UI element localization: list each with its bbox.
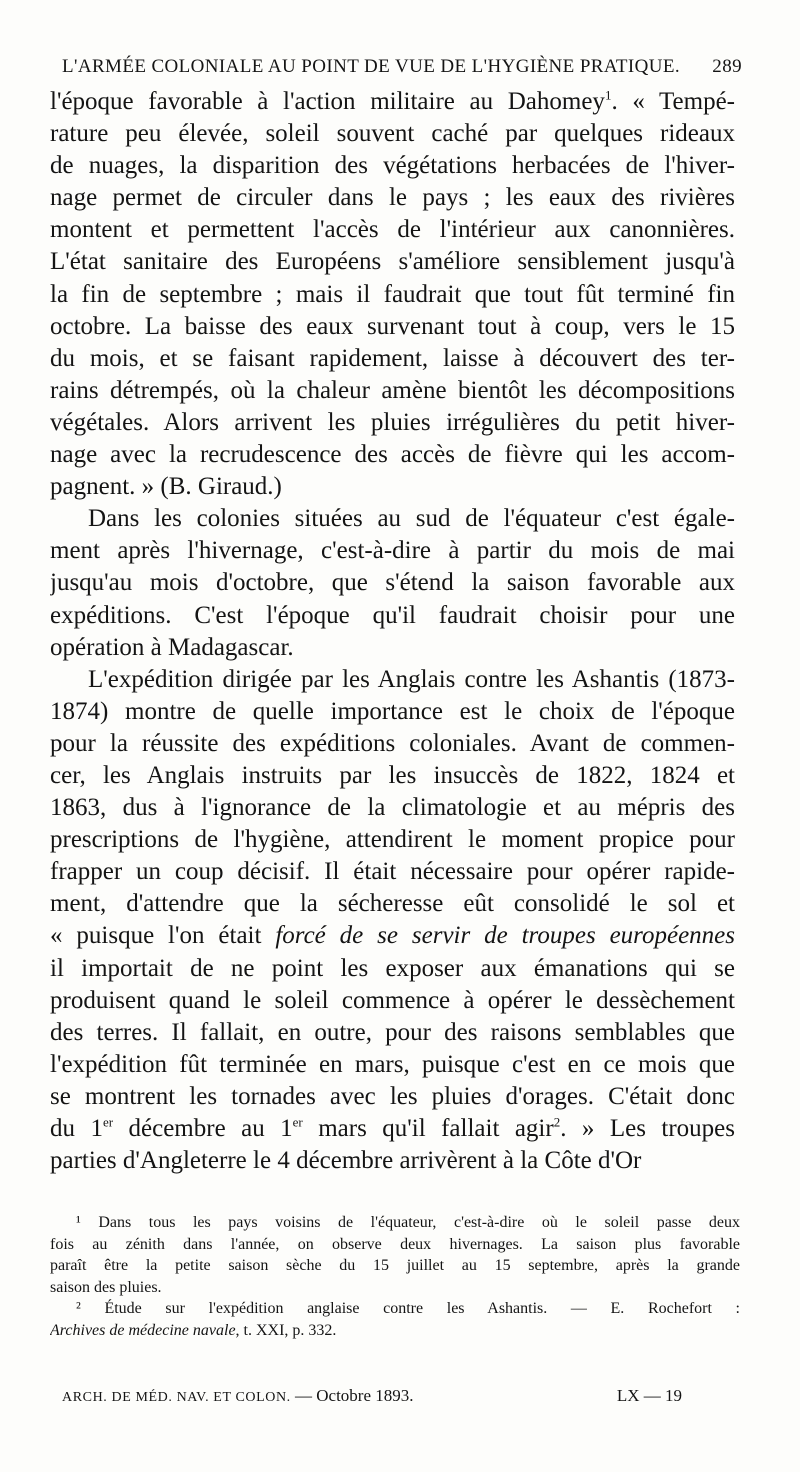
text-line: la fin de septembre ; mais il faudrait que tout fût terminé fin	[50, 280, 735, 308]
text-line: expéditions. C'est l'époque qu'il faudrait choisir pour une	[50, 601, 735, 629]
footnote-marker: ¹	[76, 1214, 81, 1231]
footer-journal: ARCH. DE MÉD. NAV. ET COLON. — Octobre 1893.	[62, 1386, 414, 1405]
text-line: « puisque l'on était forcé de se servir de troupes européennes	[50, 922, 735, 950]
footnote-line: fois au zénith dans l'année, on observe deux hivernages. La saison plus favorable	[50, 1235, 740, 1253]
text-line: octobre. La baisse des eaux survenant tout à coup, vers le 15	[50, 312, 735, 340]
text-line: 1874) montre de quelle importance est le choix de l'époque	[50, 697, 735, 725]
text-line: ment, d'attendre que la sécheresse eût consolidé le sol et	[50, 890, 735, 918]
text-line: Dans les colonies situées au sud de l'équateur c'est égale-	[88, 505, 735, 533]
text-line: montent et permettent l'accès de l'intérieur aux canonnières.	[50, 216, 735, 244]
text-line: 1863, dus à l'ignorance de la climatologie et au mépris des	[50, 794, 735, 822]
text-line: L'état sanitaire des Européens s'améliore sensiblement jusqu'à	[50, 248, 735, 276]
footnote-line: paraît être la petite saison sèche du 15 juillet au 15 septembre, après la grande	[50, 1257, 740, 1274]
body-text	[50, 86, 735, 1177]
text-line: se montrent les tornades avec les pluies d'orages. C'était donc	[50, 1082, 735, 1110]
text-line: du 1er décembre au 1er mars qu'il fallait agir$^2$. » Les troupes	[50, 1114, 735, 1142]
text-line: de nuages, la disparition des végétations herbacées de l'hiver-	[50, 152, 735, 180]
footnote-line: saison des pluies.	[50, 1278, 162, 1296]
footnote-ref: 1	[604, 87, 612, 103]
emphasis-text: forcé de se servir de troupes européennes	[275, 922, 735, 950]
text-line: prescriptions de l'hygiène, attendirent le moment propice pour	[50, 826, 735, 854]
text-line: produisent quand le soleil commence à opérer le dessèchement	[50, 986, 735, 1014]
text-line: pour la réussite des expéditions coloniales. Avant de commen-	[50, 729, 735, 757]
text-line: végétales. Alors arrivent les pluies irrégulières du petit hiver-	[50, 408, 735, 436]
footer-signature: LX — 19	[616, 1386, 682, 1405]
text-line: frapper un coup décisif. Il était nécessaire pour opérer rapide-	[50, 858, 735, 886]
footnote-line: ² Étude sur l'expédition anglaise contre les Ashantis. — E. Rochefort :	[76, 1300, 740, 1317]
footnotes	[50, 1212, 740, 1341]
text-line: pagnent. » (B. Giraud.)	[50, 473, 282, 501]
text-line: jusqu'au mois d'octobre, que s'étend la saison favorable aux	[50, 569, 735, 597]
running-header	[62, 56, 742, 78]
text-line: rains détrempés, où la chaleur amène bientôt les décompositions	[50, 376, 735, 404]
text-line: ment après l'hivernage, c'est-à-dire à partir du mois de mai	[50, 537, 735, 565]
text-line: nage avec la recrudescence des accès de fièvre qui les accom-	[50, 441, 735, 469]
page-footer	[62, 1386, 682, 1406]
text-line: l'expédition fût terminée en mars, puisque c'est en ce mois que	[50, 1050, 735, 1078]
text-line: il importait de ne point les exposer aux émanations qui se	[50, 954, 735, 982]
text-line: opération à Madagascar.	[50, 633, 294, 661]
running-title: L'ARMÉE COLONIALE AU POINT DE VUE DE L'HYGIÈNE PRATIQUE.	[62, 56, 681, 77]
footnote-line: ¹ Dans tous les pays voisins de l'équateur, c'est-à-dire où le soleil passe deux	[76, 1214, 740, 1231]
footnote-ref: 2	[553, 1114, 561, 1130]
text-line: l'époque favorable à l'action militaire au Dahomey$^1$. « Tempé-	[50, 87, 735, 115]
text-line: L'expédition dirigée par les Anglais contre les Ashantis (1873-	[88, 665, 735, 693]
footnote-line: Archives de médecine navale, t. XXI, p. 332.	[50, 1321, 337, 1339]
page-number: 289	[712, 56, 742, 77]
text-line: des terres. Il fallait, en outre, pour des raisons semblables que	[50, 1018, 735, 1046]
text-line: rature peu élevée, soleil souvent caché par quelques rideaux	[50, 120, 735, 148]
text-line: du mois, et se faisant rapidement, laisse à découvert des ter-	[50, 344, 735, 372]
footnote-marker: ²	[76, 1300, 81, 1317]
text-line: parties d'Angleterre le 4 décembre arrivèrent à la Côte d'Or	[50, 1147, 642, 1175]
text-line: cer, les Anglais instruits par les insuccès de 1822, 1824 et	[50, 761, 735, 789]
text-line: nage permet de circuler dans le pays ; les eaux des rivières	[50, 184, 735, 212]
